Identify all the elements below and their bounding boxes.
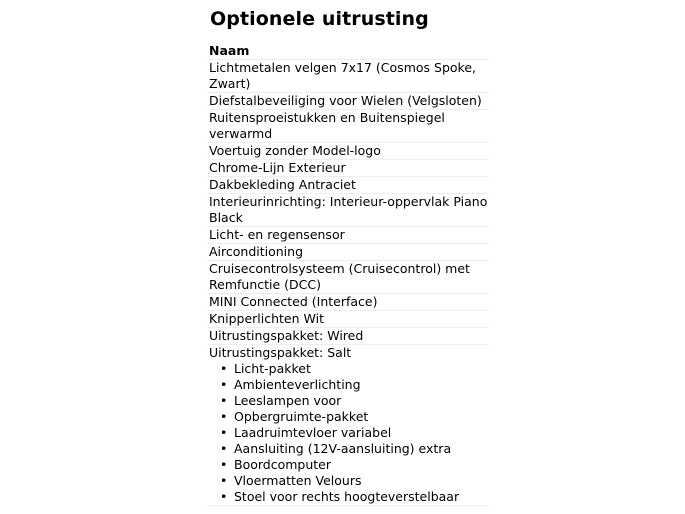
bullet-icon: • [220,441,228,456]
options-table [207,42,489,506]
table-row: MINI Connected (Interface) [207,294,489,311]
bullet-icon: • [220,409,228,424]
bullet-icon: • [220,361,228,376]
list-item [209,393,489,409]
list-item [209,361,489,377]
list-item-label: Laadruimtevloer variabel [234,425,392,440]
table-row: Licht- en regensensor [207,227,489,244]
page-title: Optionele uitrusting [210,8,429,30]
table-row: Chrome-Lijn Exterieur [207,160,489,177]
list-item-label: Vloermatten Velours [234,473,362,488]
list-item-label: Boordcomputer [234,457,332,472]
table-row: Uitrustingspakket: Wired [207,328,489,345]
salt-package-label: Uitrustingspakket: Salt [209,345,352,360]
list-item [209,473,489,489]
table-row: Cruisecontrolsysteem (Cruisecontrol) met Remfunctie (DCC) [207,261,489,294]
list-item-label: Stoel voor rechts hoogteverstelbaar [234,489,460,504]
bullet-icon: • [220,473,228,488]
list-item-label: Licht-pakket [234,361,311,376]
table-row: Diefstalbeveiliging voor Wielen (Velgsloten) [207,93,489,110]
list-item-label: Ambienteverlichting [234,377,361,392]
table-row: Airconditioning [207,244,489,261]
table-row: Interieurinrichting: Interieur-oppervlak Piano Black [209,194,488,225]
list-item [209,425,489,441]
table-row: Knipperlichten Wit [207,311,489,328]
table-row: Ruitensproeistukken en Buitenspiegel verwarmd [207,110,489,143]
list-item [209,377,489,393]
list-item [209,409,489,425]
list-item-label: Leeslampen voor [234,393,342,408]
table-row: Lichtmetalen velgen 7x17 (Cosmos Spoke, Zwart) [207,60,489,93]
list-item-label: Opbergruimte-pakket [234,409,369,424]
list-item [209,441,489,457]
bullet-icon: • [220,393,228,408]
column-header-naam: Naam [207,42,489,60]
bullet-icon: • [220,425,228,440]
list-item [209,457,489,473]
table-row-salt-package [207,345,489,506]
table-row: Dakbekleding Antraciet [207,177,489,194]
bullet-icon: • [220,489,228,504]
list-item-label: Aansluiting (12V-aansluiting) extra [234,441,452,456]
salt-package-list [209,361,489,505]
bullet-icon: • [220,457,228,472]
table-row: Voertuig zonder Model-logo [207,143,489,160]
list-item [209,489,489,505]
bullet-icon: • [220,377,228,392]
